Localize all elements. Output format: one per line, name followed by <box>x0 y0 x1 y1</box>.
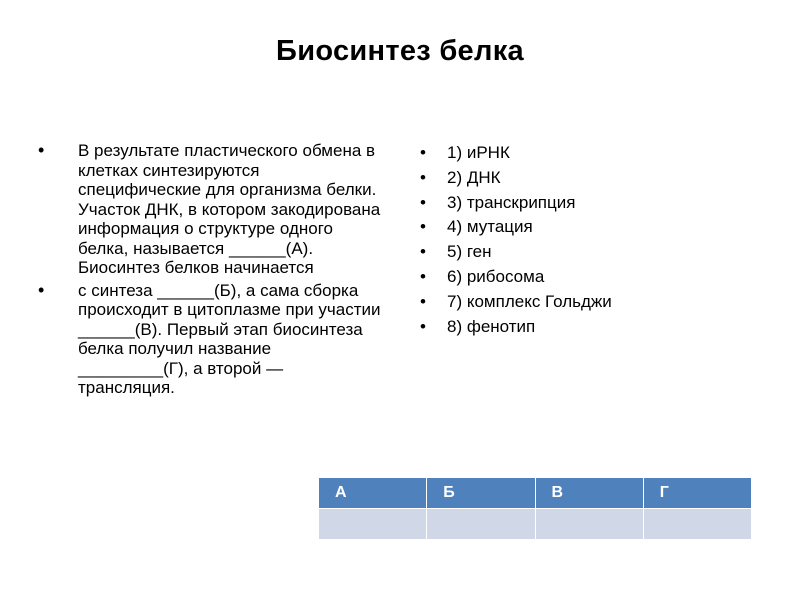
answer-table-header-a: А <box>319 478 427 509</box>
answer-cell-b[interactable] <box>427 509 535 540</box>
bullet-icon: • <box>420 143 426 162</box>
answer-option-7 <box>420 290 760 315</box>
task-text-item-1 <box>38 141 383 278</box>
answer-option-label: 6) рибосома <box>447 266 545 286</box>
bullet-icon: • <box>420 291 426 311</box>
task-text-1: В результате пластического обмена в клетках синтезируются специфические для организма белки. Участок ДНК, в котором закодирована информация о структуре одного белка, называется ______(А). Биосинтез белков начинается <box>78 141 381 277</box>
bullet-icon: • <box>38 140 45 160</box>
bullet-icon: • <box>420 192 426 212</box>
answer-cell-v[interactable] <box>535 509 643 540</box>
answer-option-3 <box>420 191 760 216</box>
answer-option-label: 5) ген <box>447 242 492 262</box>
answer-cell-a[interactable] <box>319 509 427 540</box>
answer-option-2 <box>420 166 760 191</box>
answer-option-label: 4) мутация <box>447 217 533 237</box>
answer-table-header-b: Б <box>427 478 535 509</box>
answer-option-4 <box>420 215 760 240</box>
answer-table <box>318 477 752 540</box>
answer-option-6 <box>420 265 760 290</box>
answer-option-1 <box>420 141 760 166</box>
answer-table-row <box>319 509 752 540</box>
bullet-icon: • <box>38 279 45 300</box>
answer-option-label: 1) иРНК <box>447 143 510 162</box>
slide-title: Биосинтез белка <box>276 35 524 67</box>
answer-option-label: 2) ДНК <box>447 167 501 187</box>
bullet-icon: • <box>420 217 426 237</box>
bullet-icon: • <box>420 316 426 336</box>
answer-table-header-v: В <box>535 478 643 509</box>
answer-table-header-row <box>319 478 752 509</box>
answer-table-header-g: Г <box>643 478 751 509</box>
task-text-item-2 <box>38 281 383 398</box>
answer-option-label: 8) фенотип <box>447 316 536 336</box>
task-text-2: с синтеза ______(Б), а сама сборка происходит в цитоплазме при участии ______(В). Первый этап биосинтеза белка получил название _________(Г), а второй — трансляция. <box>78 280 381 397</box>
answer-option-label: 3) транскрипция <box>447 192 576 212</box>
answer-option-5 <box>420 240 760 265</box>
answer-options-list <box>420 141 760 339</box>
bullet-icon: • <box>420 242 426 262</box>
answer-option-label: 7) комплекс Гольджи <box>447 291 612 311</box>
answer-option-8 <box>420 315 760 340</box>
bullet-icon: • <box>420 167 426 187</box>
task-text-list <box>38 141 383 398</box>
answer-cell-g[interactable] <box>643 509 751 540</box>
bullet-icon: • <box>420 266 426 286</box>
